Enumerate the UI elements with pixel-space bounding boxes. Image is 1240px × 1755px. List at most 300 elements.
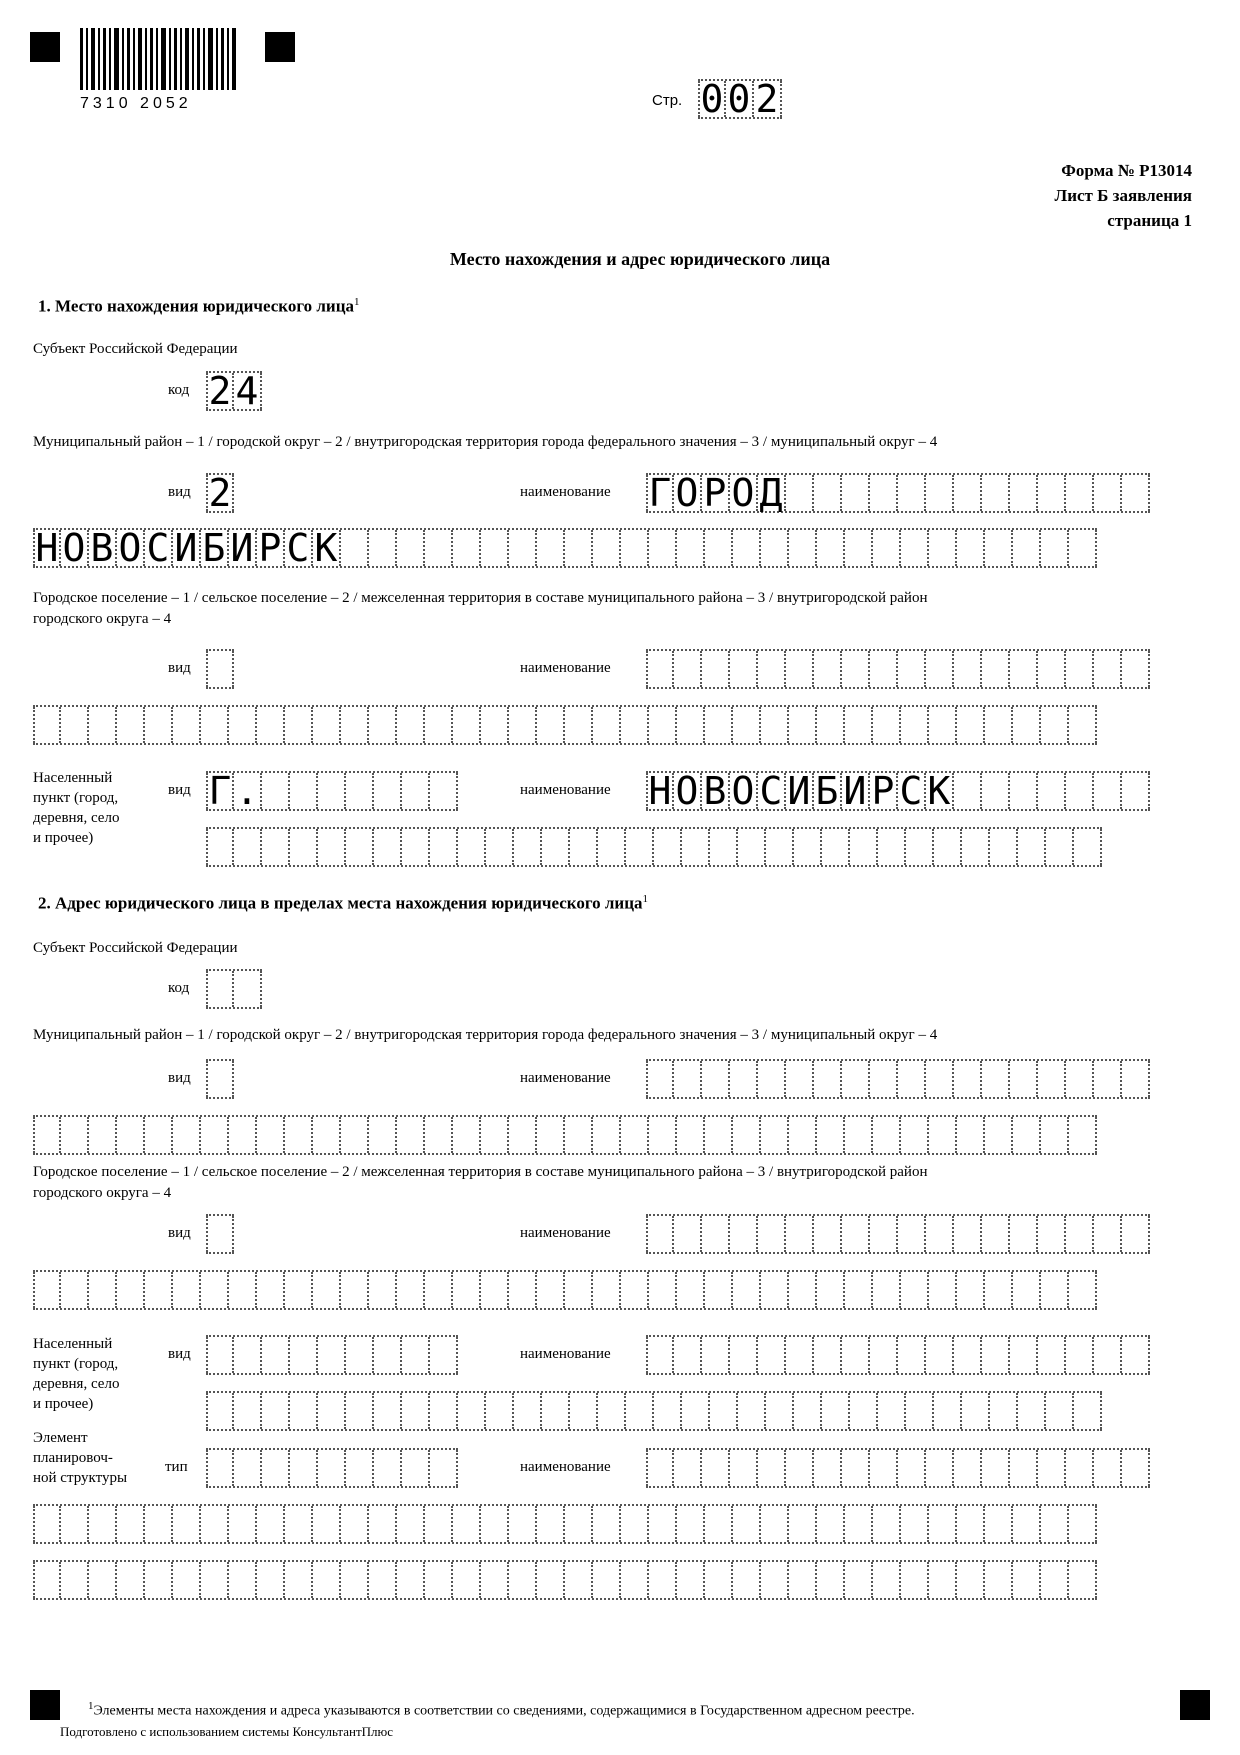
char-cell[interactable]	[926, 1337, 954, 1373]
char-cell[interactable]	[1069, 530, 1097, 566]
char-cell[interactable]: 2	[206, 475, 234, 511]
section1-municipal-name-cells-1[interactable]	[646, 473, 1150, 513]
section1-settlement-kind-cells[interactable]	[206, 649, 234, 689]
char-cell[interactable]	[89, 1272, 117, 1308]
char-cell[interactable]	[514, 1393, 542, 1429]
char-cell[interactable]	[954, 1061, 982, 1097]
char-cell[interactable]	[870, 1216, 898, 1252]
char-cell[interactable]	[677, 1562, 705, 1598]
char-cell[interactable]	[262, 1450, 290, 1486]
char-cell[interactable]	[929, 707, 957, 743]
char-cell[interactable]	[733, 1562, 761, 1598]
char-cell[interactable]	[33, 1506, 61, 1542]
char-cell[interactable]	[733, 707, 761, 743]
char-cell[interactable]	[598, 829, 626, 865]
char-cell[interactable]	[985, 1562, 1013, 1598]
char-cell[interactable]	[318, 1337, 346, 1373]
char-cell[interactable]	[318, 829, 346, 865]
char-cell[interactable]	[702, 651, 730, 687]
char-cell[interactable]: О	[674, 475, 702, 511]
char-cell[interactable]	[318, 1393, 346, 1429]
char-cell[interactable]	[229, 1506, 257, 1542]
char-cell[interactable]	[842, 1337, 870, 1373]
char-cell[interactable]	[262, 1337, 290, 1373]
char-cell[interactable]: Д	[758, 475, 786, 511]
char-cell[interactable]	[402, 1393, 430, 1429]
char-cell[interactable]	[761, 1506, 789, 1542]
char-cell[interactable]	[786, 1061, 814, 1097]
char-cell[interactable]	[677, 530, 705, 566]
char-cell[interactable]	[509, 1117, 537, 1153]
char-cell[interactable]	[957, 1562, 985, 1598]
char-cell[interactable]	[234, 1337, 262, 1373]
char-cell[interactable]: Б	[814, 773, 842, 809]
char-cell[interactable]	[682, 829, 710, 865]
char-cell[interactable]	[593, 1272, 621, 1308]
char-cell[interactable]: И	[229, 530, 257, 566]
char-cell[interactable]	[845, 530, 873, 566]
char-cell[interactable]	[341, 1506, 369, 1542]
char-cell[interactable]	[621, 707, 649, 743]
char-cell[interactable]	[145, 1272, 173, 1308]
char-cell[interactable]	[33, 1117, 61, 1153]
char-cell[interactable]	[425, 707, 453, 743]
section2-locality-kind-cells[interactable]	[206, 1335, 458, 1375]
char-cell[interactable]	[318, 773, 346, 809]
char-cell[interactable]	[730, 1450, 758, 1486]
char-cell[interactable]	[285, 1506, 313, 1542]
char-cell[interactable]	[537, 1562, 565, 1598]
char-cell[interactable]	[61, 1272, 89, 1308]
char-cell[interactable]	[481, 1506, 509, 1542]
char-cell[interactable]	[845, 707, 873, 743]
char-cell[interactable]	[341, 530, 369, 566]
char-cell[interactable]	[982, 1061, 1010, 1097]
char-cell[interactable]	[1094, 651, 1122, 687]
char-cell[interactable]	[1010, 1337, 1038, 1373]
char-cell[interactable]	[873, 1117, 901, 1153]
char-cell[interactable]	[1094, 1337, 1122, 1373]
char-cell[interactable]	[430, 829, 458, 865]
char-cell[interactable]	[982, 475, 1010, 511]
char-cell[interactable]	[1122, 1337, 1150, 1373]
char-cell[interactable]: Н	[646, 773, 674, 809]
char-cell[interactable]	[626, 1393, 654, 1429]
char-cell[interactable]: С	[145, 530, 173, 566]
char-cell[interactable]	[397, 1506, 425, 1542]
char-cell[interactable]	[957, 530, 985, 566]
char-cell[interactable]	[369, 530, 397, 566]
char-cell[interactable]	[649, 1506, 677, 1542]
section2-locality-name-cells-1[interactable]	[646, 1335, 1150, 1375]
char-cell[interactable]	[733, 1117, 761, 1153]
char-cell[interactable]	[929, 1506, 957, 1542]
char-cell[interactable]	[1041, 1562, 1069, 1598]
char-cell[interactable]	[621, 1272, 649, 1308]
char-cell[interactable]	[206, 971, 234, 1007]
char-cell[interactable]	[674, 1337, 702, 1373]
char-cell[interactable]	[234, 971, 262, 1007]
char-cell[interactable]: О	[730, 475, 758, 511]
char-cell[interactable]	[33, 707, 61, 743]
char-cell[interactable]	[1018, 829, 1046, 865]
char-cell[interactable]	[369, 1562, 397, 1598]
char-cell[interactable]	[486, 1393, 514, 1429]
char-cell[interactable]: 2	[754, 81, 782, 117]
char-cell[interactable]	[878, 1393, 906, 1429]
char-cell[interactable]	[822, 829, 850, 865]
char-cell[interactable]	[1013, 707, 1041, 743]
char-cell[interactable]	[369, 1506, 397, 1542]
char-cell[interactable]	[234, 1450, 262, 1486]
char-cell[interactable]	[710, 1393, 738, 1429]
char-cell[interactable]	[542, 829, 570, 865]
char-cell[interactable]	[285, 707, 313, 743]
char-cell[interactable]	[145, 1117, 173, 1153]
char-cell[interactable]	[346, 829, 374, 865]
char-cell[interactable]	[626, 829, 654, 865]
char-cell[interactable]	[453, 1506, 481, 1542]
char-cell[interactable]	[201, 1506, 229, 1542]
char-cell[interactable]	[761, 1117, 789, 1153]
char-cell[interactable]	[845, 1117, 873, 1153]
char-cell[interactable]	[738, 829, 766, 865]
section2-code-cells[interactable]	[206, 969, 262, 1009]
char-cell[interactable]	[985, 1272, 1013, 1308]
char-cell[interactable]	[117, 1272, 145, 1308]
char-cell[interactable]	[817, 1272, 845, 1308]
char-cell[interactable]	[570, 829, 598, 865]
char-cell[interactable]	[481, 1272, 509, 1308]
char-cell[interactable]	[761, 1562, 789, 1598]
char-cell[interactable]	[89, 707, 117, 743]
char-cell[interactable]	[962, 829, 990, 865]
char-cell[interactable]: Р	[870, 773, 898, 809]
char-cell[interactable]	[593, 1117, 621, 1153]
char-cell[interactable]: К	[926, 773, 954, 809]
char-cell[interactable]	[898, 651, 926, 687]
char-cell[interactable]	[1094, 1450, 1122, 1486]
char-cell[interactable]	[786, 1450, 814, 1486]
char-cell[interactable]	[901, 707, 929, 743]
char-cell[interactable]	[173, 1562, 201, 1598]
char-cell[interactable]	[702, 1061, 730, 1097]
char-cell[interactable]	[593, 1562, 621, 1598]
char-cell[interactable]	[89, 1506, 117, 1542]
char-cell[interactable]: И	[786, 773, 814, 809]
char-cell[interactable]	[201, 1562, 229, 1598]
char-cell[interactable]: О	[117, 530, 145, 566]
char-cell[interactable]	[206, 1337, 234, 1373]
char-cell[interactable]	[901, 1272, 929, 1308]
char-cell[interactable]	[425, 1562, 453, 1598]
char-cell[interactable]	[758, 1216, 786, 1252]
char-cell[interactable]	[738, 1393, 766, 1429]
char-cell[interactable]	[842, 475, 870, 511]
char-cell[interactable]	[565, 1562, 593, 1598]
char-cell[interactable]	[926, 475, 954, 511]
char-cell[interactable]	[509, 1506, 537, 1542]
char-cell[interactable]	[733, 1506, 761, 1542]
char-cell[interactable]	[201, 707, 229, 743]
char-cell[interactable]	[898, 1450, 926, 1486]
char-cell[interactable]	[982, 1450, 1010, 1486]
char-cell[interactable]	[654, 829, 682, 865]
char-cell[interactable]	[789, 1272, 817, 1308]
char-cell[interactable]	[425, 530, 453, 566]
char-cell[interactable]	[926, 1061, 954, 1097]
char-cell[interactable]	[1122, 475, 1150, 511]
char-cell[interactable]	[705, 1272, 733, 1308]
char-cell[interactable]	[481, 1562, 509, 1598]
char-cell[interactable]	[954, 475, 982, 511]
char-cell[interactable]	[509, 1562, 537, 1598]
char-cell[interactable]: Г	[646, 475, 674, 511]
char-cell[interactable]: Р	[257, 530, 285, 566]
char-cell[interactable]	[674, 1450, 702, 1486]
char-cell[interactable]	[430, 1393, 458, 1429]
char-cell[interactable]	[901, 530, 929, 566]
char-cell[interactable]	[537, 707, 565, 743]
char-cell[interactable]	[870, 1450, 898, 1486]
char-cell[interactable]	[649, 1272, 677, 1308]
char-cell[interactable]	[1066, 773, 1094, 809]
char-cell[interactable]	[509, 707, 537, 743]
char-cell[interactable]	[761, 1272, 789, 1308]
char-cell[interactable]	[677, 707, 705, 743]
char-cell[interactable]	[621, 1506, 649, 1542]
char-cell[interactable]	[1069, 1562, 1097, 1598]
char-cell[interactable]	[705, 1562, 733, 1598]
char-cell[interactable]	[822, 1393, 850, 1429]
char-cell[interactable]	[926, 1450, 954, 1486]
char-cell[interactable]	[598, 1393, 626, 1429]
section2-settlement-name-cells-2[interactable]	[33, 1270, 1097, 1310]
char-cell[interactable]	[481, 707, 509, 743]
char-cell[interactable]	[817, 530, 845, 566]
char-cell[interactable]	[929, 1117, 957, 1153]
char-cell[interactable]	[369, 707, 397, 743]
char-cell[interactable]: 2	[206, 373, 234, 409]
char-cell[interactable]	[646, 1450, 674, 1486]
char-cell[interactable]	[786, 1216, 814, 1252]
char-cell[interactable]	[1066, 1450, 1094, 1486]
char-cell[interactable]	[402, 829, 430, 865]
char-cell[interactable]	[906, 829, 934, 865]
char-cell[interactable]	[766, 1393, 794, 1429]
char-cell[interactable]	[117, 1506, 145, 1542]
char-cell[interactable]	[290, 1393, 318, 1429]
char-cell[interactable]: О	[730, 773, 758, 809]
char-cell[interactable]	[313, 1117, 341, 1153]
char-cell[interactable]	[873, 1506, 901, 1542]
section1-code-cells[interactable]	[206, 371, 262, 411]
char-cell[interactable]	[1018, 1393, 1046, 1429]
char-cell[interactable]	[934, 1393, 962, 1429]
char-cell[interactable]	[957, 1117, 985, 1153]
char-cell[interactable]	[814, 1337, 842, 1373]
char-cell[interactable]	[290, 1337, 318, 1373]
char-cell[interactable]	[982, 651, 1010, 687]
char-cell[interactable]	[117, 1562, 145, 1598]
char-cell[interactable]	[705, 707, 733, 743]
char-cell[interactable]	[61, 1562, 89, 1598]
char-cell[interactable]	[1038, 1337, 1066, 1373]
char-cell[interactable]	[1122, 1450, 1150, 1486]
char-cell[interactable]	[1069, 1506, 1097, 1542]
char-cell[interactable]	[117, 707, 145, 743]
char-cell[interactable]	[786, 475, 814, 511]
char-cell[interactable]: Г	[206, 773, 234, 809]
char-cell[interactable]	[1010, 1061, 1038, 1097]
char-cell[interactable]	[789, 530, 817, 566]
char-cell[interactable]	[842, 651, 870, 687]
char-cell[interactable]	[262, 1393, 290, 1429]
char-cell[interactable]	[565, 1272, 593, 1308]
char-cell[interactable]	[346, 1337, 374, 1373]
char-cell[interactable]	[682, 1393, 710, 1429]
char-cell[interactable]	[794, 1393, 822, 1429]
char-cell[interactable]	[402, 773, 430, 809]
char-cell[interactable]	[537, 1272, 565, 1308]
section2-planning-name-cells-1[interactable]	[646, 1448, 1150, 1488]
char-cell[interactable]	[817, 707, 845, 743]
char-cell[interactable]	[845, 1506, 873, 1542]
char-cell[interactable]	[870, 1061, 898, 1097]
char-cell[interactable]	[873, 530, 901, 566]
char-cell[interactable]	[1046, 829, 1074, 865]
char-cell[interactable]	[649, 1117, 677, 1153]
char-cell[interactable]: С	[285, 530, 313, 566]
char-cell[interactable]	[145, 707, 173, 743]
char-cell[interactable]: В	[702, 773, 730, 809]
char-cell[interactable]	[537, 1506, 565, 1542]
char-cell[interactable]	[285, 1117, 313, 1153]
char-cell[interactable]	[537, 1117, 565, 1153]
char-cell[interactable]	[677, 1272, 705, 1308]
char-cell[interactable]	[817, 1506, 845, 1542]
char-cell[interactable]	[705, 530, 733, 566]
char-cell[interactable]	[173, 1506, 201, 1542]
char-cell[interactable]	[1122, 773, 1150, 809]
char-cell[interactable]	[929, 530, 957, 566]
char-cell[interactable]	[982, 1337, 1010, 1373]
char-cell[interactable]	[954, 773, 982, 809]
char-cell[interactable]	[290, 829, 318, 865]
char-cell[interactable]: Р	[702, 475, 730, 511]
char-cell[interactable]	[870, 651, 898, 687]
char-cell[interactable]	[257, 707, 285, 743]
char-cell[interactable]	[761, 530, 789, 566]
char-cell[interactable]	[593, 530, 621, 566]
char-cell[interactable]	[1038, 773, 1066, 809]
char-cell[interactable]	[649, 707, 677, 743]
char-cell[interactable]	[954, 1450, 982, 1486]
char-cell[interactable]	[730, 651, 758, 687]
char-cell[interactable]	[173, 1117, 201, 1153]
char-cell[interactable]	[758, 1337, 786, 1373]
char-cell[interactable]	[318, 1450, 346, 1486]
char-cell[interactable]	[1069, 1117, 1097, 1153]
char-cell[interactable]	[430, 1337, 458, 1373]
char-cell[interactable]	[1038, 1216, 1066, 1252]
char-cell[interactable]	[758, 1061, 786, 1097]
char-cell[interactable]	[954, 651, 982, 687]
char-cell[interactable]	[374, 1393, 402, 1429]
char-cell[interactable]	[710, 829, 738, 865]
char-cell[interactable]	[458, 829, 486, 865]
char-cell[interactable]	[646, 1337, 674, 1373]
char-cell[interactable]	[206, 651, 234, 687]
char-cell[interactable]	[962, 1393, 990, 1429]
char-cell[interactable]	[646, 1216, 674, 1252]
char-cell[interactable]	[1038, 1061, 1066, 1097]
char-cell[interactable]	[145, 1562, 173, 1598]
char-cell[interactable]	[206, 1061, 234, 1097]
section1-municipal-name-cells-2[interactable]	[33, 528, 1097, 568]
char-cell[interactable]	[402, 1450, 430, 1486]
char-cell[interactable]	[374, 773, 402, 809]
char-cell[interactable]	[201, 1117, 229, 1153]
char-cell[interactable]	[957, 1506, 985, 1542]
char-cell[interactable]	[229, 1117, 257, 1153]
char-cell[interactable]	[814, 1216, 842, 1252]
section2-planning-name-cells-2[interactable]	[33, 1504, 1097, 1544]
section1-locality-name-cells-1[interactable]	[646, 771, 1150, 811]
section2-planning-type-cells[interactable]	[206, 1448, 458, 1488]
char-cell[interactable]	[730, 1061, 758, 1097]
char-cell[interactable]	[425, 1272, 453, 1308]
char-cell[interactable]	[1066, 1061, 1094, 1097]
char-cell[interactable]	[313, 1272, 341, 1308]
char-cell[interactable]	[789, 1117, 817, 1153]
char-cell[interactable]	[341, 1562, 369, 1598]
char-cell[interactable]	[313, 1506, 341, 1542]
char-cell[interactable]	[1013, 1272, 1041, 1308]
char-cell[interactable]	[954, 1337, 982, 1373]
char-cell[interactable]	[926, 651, 954, 687]
char-cell[interactable]	[845, 1272, 873, 1308]
char-cell[interactable]	[649, 530, 677, 566]
char-cell[interactable]	[1066, 1216, 1094, 1252]
char-cell[interactable]	[1066, 651, 1094, 687]
char-cell[interactable]	[870, 475, 898, 511]
char-cell[interactable]	[33, 1272, 61, 1308]
char-cell[interactable]	[1013, 1506, 1041, 1542]
char-cell[interactable]	[814, 651, 842, 687]
char-cell[interactable]: Б	[201, 530, 229, 566]
char-cell[interactable]	[1069, 707, 1097, 743]
char-cell[interactable]: К	[313, 530, 341, 566]
char-cell[interactable]	[1041, 1506, 1069, 1542]
char-cell[interactable]	[873, 707, 901, 743]
char-cell[interactable]	[173, 1272, 201, 1308]
char-cell[interactable]	[1013, 1562, 1041, 1598]
char-cell[interactable]	[878, 829, 906, 865]
char-cell[interactable]	[206, 1450, 234, 1486]
char-cell[interactable]	[89, 1562, 117, 1598]
char-cell[interactable]	[1094, 475, 1122, 511]
char-cell[interactable]	[374, 1450, 402, 1486]
char-cell[interactable]	[285, 1562, 313, 1598]
section2-settlement-kind-cells[interactable]	[206, 1214, 234, 1254]
char-cell[interactable]	[346, 1393, 374, 1429]
char-cell[interactable]	[654, 1393, 682, 1429]
char-cell[interactable]	[817, 1117, 845, 1153]
char-cell[interactable]	[145, 1506, 173, 1542]
char-cell[interactable]: Н	[33, 530, 61, 566]
char-cell[interactable]	[1010, 475, 1038, 511]
